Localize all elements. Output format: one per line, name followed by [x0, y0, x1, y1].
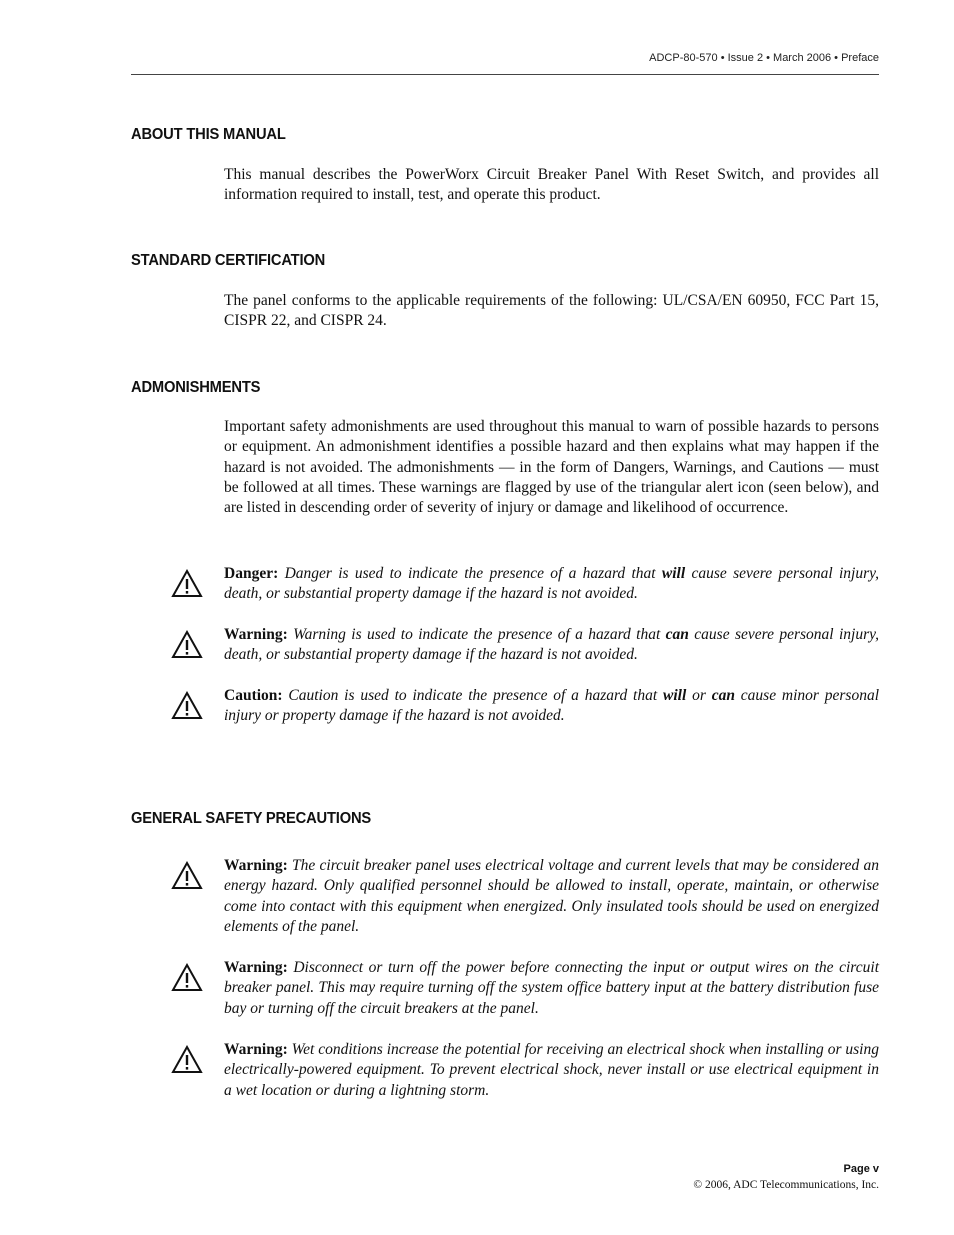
caution-text-2: or	[692, 687, 706, 704]
danger-emphasis-will: will	[661, 565, 686, 582]
safety-warning-label: Warning:	[224, 959, 288, 976]
warning-emphasis-can: can	[665, 626, 689, 643]
warning-triangle-icon	[171, 691, 203, 720]
heading-admonishments: ADMONISHMENTS	[131, 379, 261, 396]
certification-paragraph: The panel conforms to the applicable requirements of the following: UL/CSA/EN 60950, FCC Part 15, CISPR 22, and CISPR 24.	[224, 292, 879, 330]
warning-triangle-icon	[171, 861, 203, 890]
safety-warning-disconnect-power	[224, 958, 879, 1019]
header-divider	[131, 74, 879, 75]
about-paragraph: This manual describes the PowerWorx Circuit Breaker Panel With Reset Switch, and provides all information required to install, test, and operate this product.	[224, 166, 879, 204]
caution-emphasis-will: will	[663, 687, 687, 704]
warning-label: Warning:	[224, 626, 288, 643]
danger-text-2: cause severe personal injury, death, or substantial property damage if the hazard is not avoided.	[224, 565, 880, 603]
page-number: Page v	[843, 1163, 879, 1175]
heading-general-safety-precautions: GENERAL SAFETY PRECAUTIONS	[131, 810, 372, 827]
danger-text-1: Danger is used to indicate the presence of a hazard that	[284, 565, 656, 582]
admonishments-paragraph: Important safety admonishments are used throughout this manual to warn of possible hazards to persons or equipment. An admonishment identifies a possible hazard and then explains what may happen if the hazard is not avoided. The admonishments — in the form of Dangers, Warnings, and Cautions — must be followed at all times. These warnings are flagged by use of the triangular alert icon (seen below), and are listed in descending order of severity of injury or damage and likelihood of occurrence.	[224, 418, 879, 517]
warning-triangle-icon	[171, 963, 203, 992]
caution-label: Caution:	[224, 687, 283, 704]
warning-triangle-icon	[171, 569, 203, 598]
copyright-notice: © 2006, ADC Telecommunications, Inc.	[693, 1179, 879, 1191]
warning-text-1: Warning is used to indicate the presence of a hazard that	[293, 626, 661, 643]
danger-label: Danger:	[224, 565, 279, 582]
caution-text-3: cause minor personal injury or property damage if the hazard is not avoided.	[224, 687, 880, 725]
danger-admonishment	[224, 564, 879, 605]
running-header: ADCP-80-570 • Issue 2 • March 2006 • Preface	[649, 52, 879, 64]
warning-text-2: cause severe personal injury, death, or substantial property damage if the hazard is not avoided.	[224, 626, 879, 664]
safety-warning-text: The circuit breaker panel uses electrical voltage and current levels that may be considered an energy hazard. Only qualified personnel should be allowed to install, operate, maintain, or otherwise come into contact with this equipment when energized. Only insulated tools should be used on energized elements of the panel.	[224, 857, 879, 935]
safety-warning-label: Warning:	[224, 1041, 288, 1058]
safety-warning-energy-hazard	[224, 856, 879, 937]
safety-warning-text: Wet conditions increase the potential for receiving an electrical shock when installing or using electrically-powered equipment. To prevent electrical shock, never install or use electrical equipment in a wet location or during a lightning storm.	[224, 1041, 879, 1099]
warning-admonishment	[224, 625, 879, 666]
heading-about-this-manual: ABOUT THIS MANUAL	[131, 126, 286, 143]
warning-triangle-icon	[171, 1045, 203, 1074]
heading-standard-certification: STANDARD CERTIFICATION	[131, 252, 326, 269]
safety-warning-wet-conditions	[224, 1040, 879, 1101]
caution-emphasis-can: can	[711, 687, 735, 704]
caution-text-1: Caution is used to indicate the presence of a hazard that	[288, 687, 658, 704]
safety-warning-label: Warning:	[224, 857, 288, 874]
caution-admonishment	[224, 686, 879, 727]
safety-warning-text: Disconnect or turn off the power before connecting the input or output wires on the circuit breaker panel. This may require turning off the system office battery input at the battery distribution fuse bay or turning off the circuit breakers at the panel.	[224, 959, 880, 1017]
warning-triangle-icon	[171, 630, 203, 659]
